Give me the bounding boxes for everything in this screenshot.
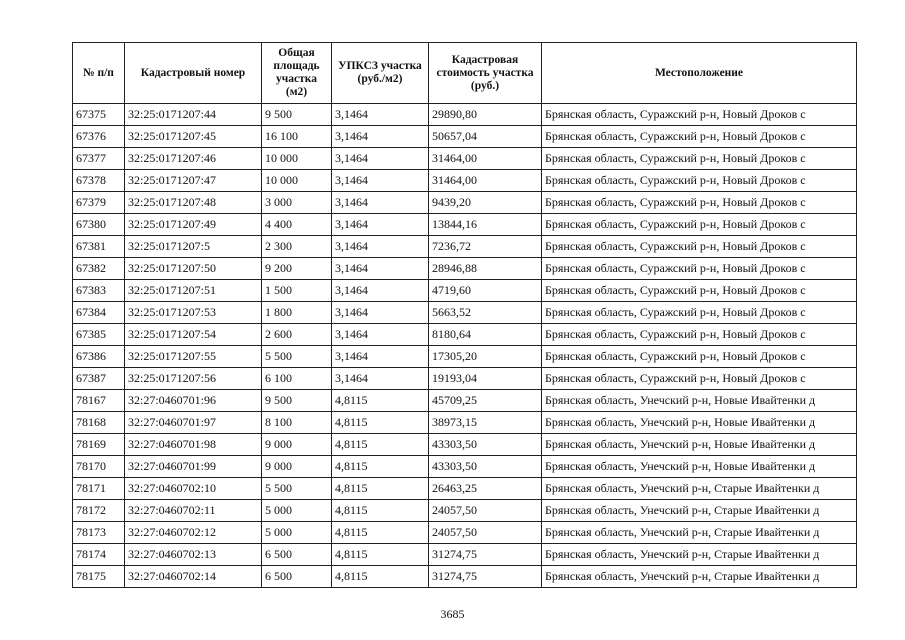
page-number: 3685 — [440, 607, 465, 621]
cell-num: 78171 — [73, 478, 125, 500]
cell-cadastral-value: 31464,00 — [429, 170, 542, 192]
cell-cadastral-number: 32:25:0171207:53 — [125, 302, 262, 324]
cell-area: 1 500 — [262, 280, 332, 302]
cell-num: 67379 — [73, 192, 125, 214]
table-row — [73, 390, 857, 412]
cell-cadastral-number: 32:27:0460702:11 — [125, 500, 262, 522]
cell-cadastral-number: 32:27:0460701:98 — [125, 434, 262, 456]
cell-area: 9 500 — [262, 390, 332, 412]
cell-upksz: 4,8115 — [332, 500, 429, 522]
table-body — [73, 104, 857, 588]
cell-num: 67378 — [73, 170, 125, 192]
cell-cadastral-value: 7236,72 — [429, 236, 542, 258]
cell-num: 78167 — [73, 390, 125, 412]
cell-upksz: 3,1464 — [332, 280, 429, 302]
table-row — [73, 302, 857, 324]
header-area: Общая площадь участка (м2) — [262, 43, 332, 104]
cell-num: 78170 — [73, 456, 125, 478]
cell-cadastral-value: 28946,88 — [429, 258, 542, 280]
cell-num: 78173 — [73, 522, 125, 544]
cell-area: 6 500 — [262, 544, 332, 566]
cell-num: 78168 — [73, 412, 125, 434]
cell-location: Брянская область, Унечский р-н, Старые Ивайтенки д — [542, 500, 857, 522]
table-row — [73, 456, 857, 478]
table-row — [73, 500, 857, 522]
cell-num: 67383 — [73, 280, 125, 302]
cell-cadastral-number: 32:25:0171207:45 — [125, 126, 262, 148]
cell-upksz: 4,8115 — [332, 434, 429, 456]
cell-upksz: 3,1464 — [332, 368, 429, 390]
cell-upksz: 4,8115 — [332, 412, 429, 434]
table-row — [73, 236, 857, 258]
cell-cadastral-number: 32:25:0171207:55 — [125, 346, 262, 368]
cell-num: 67385 — [73, 324, 125, 346]
cell-location: Брянская область, Суражский р-н, Новый Дроков с — [542, 368, 857, 390]
cell-area: 2 600 — [262, 324, 332, 346]
cell-cadastral-value: 26463,25 — [429, 478, 542, 500]
cell-upksz: 3,1464 — [332, 192, 429, 214]
cell-cadastral-value: 38973,15 — [429, 412, 542, 434]
cell-area: 9 200 — [262, 258, 332, 280]
cell-location: Брянская область, Суражский р-н, Новый Дроков с — [542, 148, 857, 170]
table-row — [73, 478, 857, 500]
cell-area: 6 100 — [262, 368, 332, 390]
cell-area: 9 000 — [262, 434, 332, 456]
cell-area: 5 500 — [262, 478, 332, 500]
table-row — [73, 126, 857, 148]
cell-location: Брянская область, Унечский р-н, Новые Ивайтенки д — [542, 412, 857, 434]
cell-location: Брянская область, Унечский р-н, Старые Ивайтенки д — [542, 522, 857, 544]
cell-location: Брянская область, Унечский р-н, Старые Ивайтенки д — [542, 478, 857, 500]
cell-cadastral-value: 17305,20 — [429, 346, 542, 368]
cell-cadastral-value: 13844,16 — [429, 214, 542, 236]
cell-cadastral-number: 32:25:0171207:46 — [125, 148, 262, 170]
cell-location: Брянская область, Суражский р-н, Новый Дроков с — [542, 302, 857, 324]
cell-location: Брянская область, Суражский р-н, Новый Дроков с — [542, 346, 857, 368]
table-row — [73, 214, 857, 236]
cell-location: Брянская область, Суражский р-н, Новый Дроков с — [542, 280, 857, 302]
cell-cadastral-number: 32:25:0171207:56 — [125, 368, 262, 390]
cell-location: Брянская область, Суражский р-н, Новый Дроков с — [542, 126, 857, 148]
table-row — [73, 566, 857, 588]
cell-cadastral-number: 32:25:0171207:5 — [125, 236, 262, 258]
cell-num: 67382 — [73, 258, 125, 280]
cell-area: 5 000 — [262, 522, 332, 544]
cell-cadastral-number: 32:25:0171207:51 — [125, 280, 262, 302]
cell-cadastral-value: 19193,04 — [429, 368, 542, 390]
table-row — [73, 324, 857, 346]
table-row — [73, 192, 857, 214]
cell-cadastral-value: 31274,75 — [429, 544, 542, 566]
cell-upksz: 3,1464 — [332, 214, 429, 236]
cell-num: 78174 — [73, 544, 125, 566]
cell-cadastral-number: 32:25:0171207:50 — [125, 258, 262, 280]
cell-area: 9 500 — [262, 104, 332, 126]
cell-upksz: 3,1464 — [332, 104, 429, 126]
cell-upksz: 3,1464 — [332, 258, 429, 280]
cell-cadastral-value: 43303,50 — [429, 434, 542, 456]
cell-cadastral-number: 32:25:0171207:49 — [125, 214, 262, 236]
cell-area: 10 000 — [262, 148, 332, 170]
cell-upksz: 3,1464 — [332, 346, 429, 368]
cell-location: Брянская область, Суражский р-н, Новый Дроков с — [542, 192, 857, 214]
cell-cadastral-value: 24057,50 — [429, 522, 542, 544]
cell-upksz: 3,1464 — [332, 126, 429, 148]
cell-num: 67381 — [73, 236, 125, 258]
cell-upksz: 3,1464 — [332, 148, 429, 170]
table-row — [73, 280, 857, 302]
cell-cadastral-value: 24057,50 — [429, 500, 542, 522]
cell-location: Брянская область, Суражский р-н, Новый Дроков с — [542, 214, 857, 236]
cell-num: 67377 — [73, 148, 125, 170]
cell-upksz: 4,8115 — [332, 456, 429, 478]
cell-area: 4 400 — [262, 214, 332, 236]
cell-cadastral-number: 32:27:0460702:10 — [125, 478, 262, 500]
cell-area: 2 300 — [262, 236, 332, 258]
cell-num: 67376 — [73, 126, 125, 148]
cell-cadastral-number: 32:25:0171207:48 — [125, 192, 262, 214]
table-row — [73, 544, 857, 566]
cell-upksz: 3,1464 — [332, 236, 429, 258]
cell-area: 10 000 — [262, 170, 332, 192]
cell-location: Брянская область, Унечский р-н, Новые Ивайтенки д — [542, 390, 857, 412]
cell-num: 78169 — [73, 434, 125, 456]
cell-cadastral-value: 45709,25 — [429, 390, 542, 412]
cell-cadastral-value: 50657,04 — [429, 126, 542, 148]
cell-cadastral-value: 31464,00 — [429, 148, 542, 170]
cell-location: Брянская область, Унечский р-н, Старые Ивайтенки д — [542, 544, 857, 566]
cell-location: Брянская область, Унечский р-н, Старые Ивайтенки д — [542, 566, 857, 588]
table-row — [73, 346, 857, 368]
cell-cadastral-number: 32:25:0171207:54 — [125, 324, 262, 346]
header-cadastral-number: Кадастровый номер — [125, 43, 262, 104]
cell-location: Брянская область, Суражский р-н, Новый Дроков с — [542, 104, 857, 126]
table-row — [73, 368, 857, 390]
cell-cadastral-number: 32:27:0460702:13 — [125, 544, 262, 566]
cell-location: Брянская область, Суражский р-н, Новый Дроков с — [542, 170, 857, 192]
header-upksz: УПКСЗ участка (руб./м2) — [332, 43, 429, 104]
cadastral-table — [72, 42, 857, 588]
cell-location: Брянская область, Суражский р-н, Новый Дроков с — [542, 324, 857, 346]
header-num: № п/п — [73, 43, 125, 104]
cell-upksz: 4,8115 — [332, 522, 429, 544]
cell-cadastral-value: 5663,52 — [429, 302, 542, 324]
cell-location: Брянская область, Унечский р-н, Новые Ивайтенки д — [542, 456, 857, 478]
cell-cadastral-value: 8180,64 — [429, 324, 542, 346]
cell-area: 3 000 — [262, 192, 332, 214]
cell-area: 5 000 — [262, 500, 332, 522]
table-row — [73, 104, 857, 126]
table-row — [73, 258, 857, 280]
cell-cadastral-value: 31274,75 — [429, 566, 542, 588]
cell-area: 9 000 — [262, 456, 332, 478]
cell-area: 5 500 — [262, 346, 332, 368]
cell-upksz: 3,1464 — [332, 302, 429, 324]
cell-cadastral-number: 32:27:0460701:96 — [125, 390, 262, 412]
cell-cadastral-number: 32:27:0460702:14 — [125, 566, 262, 588]
cell-area: 1 800 — [262, 302, 332, 324]
cell-upksz: 4,8115 — [332, 544, 429, 566]
cell-location: Брянская область, Суражский р-н, Новый Дроков с — [542, 236, 857, 258]
cell-location: Брянская область, Суражский р-н, Новый Дроков с — [542, 258, 857, 280]
table-row — [73, 170, 857, 192]
cell-num: 67386 — [73, 346, 125, 368]
table-row — [73, 412, 857, 434]
cell-cadastral-number: 32:27:0460701:97 — [125, 412, 262, 434]
cell-cadastral-value: 9439,20 — [429, 192, 542, 214]
cell-cadastral-number: 32:27:0460702:12 — [125, 522, 262, 544]
cell-num: 67375 — [73, 104, 125, 126]
cell-num: 67380 — [73, 214, 125, 236]
cell-cadastral-value: 29890,80 — [429, 104, 542, 126]
cell-area: 16 100 — [262, 126, 332, 148]
table-header-row — [73, 43, 857, 104]
cell-num: 67384 — [73, 302, 125, 324]
table-row — [73, 434, 857, 456]
cell-cadastral-number: 32:27:0460701:99 — [125, 456, 262, 478]
cell-num: 67387 — [73, 368, 125, 390]
cell-cadastral-number: 32:25:0171207:44 — [125, 104, 262, 126]
cell-area: 8 100 — [262, 412, 332, 434]
cell-cadastral-value: 4719,60 — [429, 280, 542, 302]
cell-upksz: 4,8115 — [332, 566, 429, 588]
cell-upksz: 4,8115 — [332, 478, 429, 500]
cell-cadastral-number: 32:25:0171207:47 — [125, 170, 262, 192]
header-cadastral-value: Кадастровая стоимость участка (руб.) — [429, 43, 542, 104]
header-location: Местоположение — [542, 43, 857, 104]
cell-upksz: 3,1464 — [332, 324, 429, 346]
table-row — [73, 522, 857, 544]
cell-upksz: 4,8115 — [332, 390, 429, 412]
cell-num: 78175 — [73, 566, 125, 588]
cell-cadastral-value: 43303,50 — [429, 456, 542, 478]
table-row — [73, 148, 857, 170]
cell-location: Брянская область, Унечский р-н, Новые Ивайтенки д — [542, 434, 857, 456]
cell-area: 6 500 — [262, 566, 332, 588]
cell-upksz: 3,1464 — [332, 170, 429, 192]
cell-num: 78172 — [73, 500, 125, 522]
